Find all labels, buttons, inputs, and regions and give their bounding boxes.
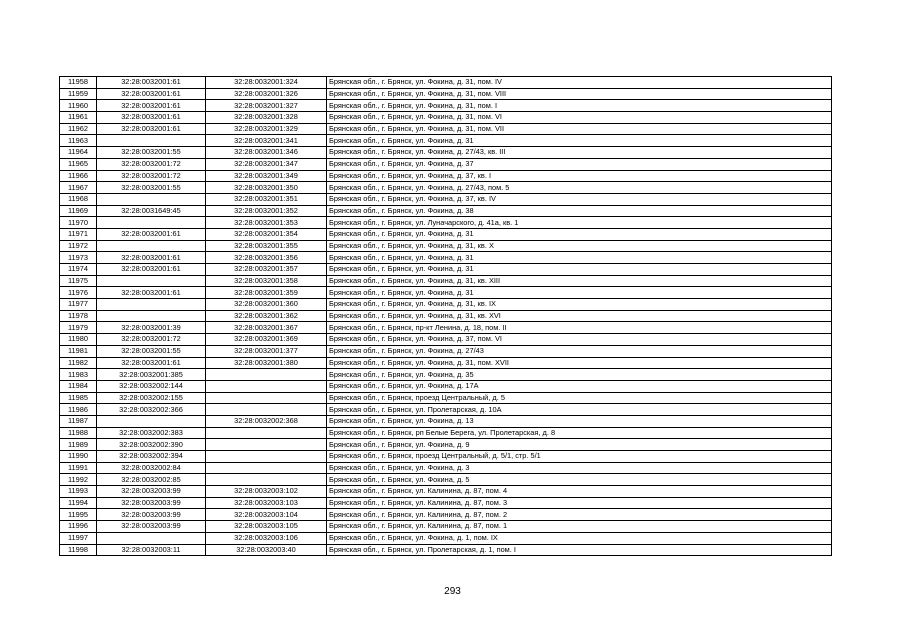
row-number-cell: 11978 <box>60 310 97 322</box>
table-row <box>60 205 832 217</box>
cadastral-number-cell <box>206 451 327 463</box>
row-number-cell: 11968 <box>60 193 97 205</box>
cadastral-number-cell: 32:28:0032001:362 <box>206 310 327 322</box>
row-number-cell: 11997 <box>60 532 97 544</box>
row-number-cell: 11993 <box>60 486 97 498</box>
parent-cadastral-number-cell: 32:28:0032002:155 <box>97 392 206 404</box>
cadastral-number-cell: 32:28:0032001:341 <box>206 135 327 147</box>
row-number-cell: 11960 <box>60 100 97 112</box>
cadastral-number-cell: 32:28:0032003:106 <box>206 532 327 544</box>
address-cell: Брянская обл., г. Брянск, ул. Фокина, д. 37, кв. I <box>327 170 832 182</box>
row-number-cell: 11996 <box>60 521 97 533</box>
address-cell: Брянская обл., г. Брянск, ул. Фокина, д. 27/43, кв. III <box>327 147 832 159</box>
table-row <box>60 486 832 498</box>
address-cell: Брянская обл., г. Брянск, ул. Пролетарская, д. 10А <box>327 404 832 416</box>
cadastral-number-cell: 32:28:0032001:351 <box>206 193 327 205</box>
table-row <box>60 287 832 299</box>
cadastral-number-cell: 32:28:0032001:353 <box>206 217 327 229</box>
table-row <box>60 404 832 416</box>
address-cell: Брянская обл., г. Брянск, ул. Фокина, д. 27/43, пом. 5 <box>327 182 832 194</box>
cadastral-number-cell: 32:28:0032001:360 <box>206 299 327 311</box>
parent-cadastral-number-cell: 32:28:0032003:99 <box>97 521 206 533</box>
row-number-cell: 11994 <box>60 497 97 509</box>
table-row <box>60 182 832 194</box>
cadastral-number-cell: 32:28:0032003:104 <box>206 509 327 521</box>
cadastral-number-cell: 32:28:0032001:380 <box>206 357 327 369</box>
table-row <box>60 380 832 392</box>
cadastral-number-cell: 32:28:0032001:328 <box>206 112 327 124</box>
address-cell: Брянская обл., г. Брянск, ул. Фокина, д. 31 <box>327 287 832 299</box>
cadastral-number-cell: 32:28:0032001:349 <box>206 170 327 182</box>
parent-cadastral-number-cell: 32:28:0032003:11 <box>97 544 206 556</box>
row-number-cell: 11964 <box>60 147 97 159</box>
parent-cadastral-number-cell: 32:28:0032002:394 <box>97 451 206 463</box>
table-row <box>60 77 832 89</box>
table-row <box>60 334 832 346</box>
address-cell: Брянская обл., г. Брянск, ул. Фокина, д. 31, пом. VII <box>327 123 832 135</box>
row-number-cell: 11975 <box>60 275 97 287</box>
table-row <box>60 521 832 533</box>
cadastral-number-cell: 32:28:0032001:326 <box>206 88 327 100</box>
address-cell: Брянская обл., г. Брянск, ул. Фокина, д. 31, пом. VIII <box>327 88 832 100</box>
page-number: 293 <box>444 586 461 597</box>
address-cell: Брянская обл., г. Брянск, ул. Фокина, д. 3 <box>327 462 832 474</box>
parent-cadastral-number-cell <box>97 240 206 252</box>
cadastral-number-cell: 32:28:0032001:327 <box>206 100 327 112</box>
table-row <box>60 310 832 322</box>
registry-table-body <box>60 77 832 556</box>
cadastral-number-cell: 32:28:0032001:354 <box>206 228 327 240</box>
address-cell: Брянская обл., г. Брянск, ул. Калинина, д. 87, пом. 4 <box>327 486 832 498</box>
address-cell: Брянская обл., г. Брянск, ул. Пролетарская, д. 1, пом. I <box>327 544 832 556</box>
address-cell: Брянская обл., г. Брянск, ул. Фокина, д. 31 <box>327 135 832 147</box>
row-number-cell: 11995 <box>60 509 97 521</box>
parent-cadastral-number-cell: 32:28:0032002:383 <box>97 427 206 439</box>
address-cell: Брянская обл., г. Брянск, ул. Фокина, д. 31, кв. XIII <box>327 275 832 287</box>
address-cell: Брянская обл., г. Брянск, ул. Фокина, д. 1, пом. IX <box>327 532 832 544</box>
cadastral-number-cell: 32:28:0032001:358 <box>206 275 327 287</box>
table-row <box>60 497 832 509</box>
table-row <box>60 88 832 100</box>
table-row <box>60 264 832 276</box>
address-cell: Брянская обл., г. Брянск, ул. Фокина, д. 31, пом. VI <box>327 112 832 124</box>
row-number-cell: 11958 <box>60 77 97 89</box>
parent-cadastral-number-cell: 32:28:0032001:61 <box>97 112 206 124</box>
parent-cadastral-number-cell: 32:28:0032002:366 <box>97 404 206 416</box>
table-row <box>60 345 832 357</box>
parent-cadastral-number-cell: 32:28:0032001:72 <box>97 170 206 182</box>
row-number-cell: 11967 <box>60 182 97 194</box>
table-row <box>60 439 832 451</box>
cadastral-number-cell <box>206 462 327 474</box>
parent-cadastral-number-cell: 32:28:0032001:61 <box>97 88 206 100</box>
parent-cadastral-number-cell <box>97 310 206 322</box>
address-cell: Брянская обл., г. Брянск, ул. Фокина, д. 31, пом. I <box>327 100 832 112</box>
cadastral-number-cell <box>206 439 327 451</box>
address-cell: Брянская обл., г. Брянск, ул. Фокина, д. 5 <box>327 474 832 486</box>
cadastral-number-cell: 32:28:0032002:368 <box>206 415 327 427</box>
parent-cadastral-number-cell: 32:28:0032003:99 <box>97 497 206 509</box>
address-cell: Брянская обл., г. Брянск, ул. Фокина, д. 35 <box>327 369 832 381</box>
parent-cadastral-number-cell: 32:28:0032001:61 <box>97 77 206 89</box>
table-row <box>60 415 832 427</box>
cadastral-number-cell: 32:28:0032001:359 <box>206 287 327 299</box>
parent-cadastral-number-cell: 32:28:0032003:99 <box>97 486 206 498</box>
parent-cadastral-number-cell: 32:28:0032001:61 <box>97 100 206 112</box>
row-number-cell: 11981 <box>60 345 97 357</box>
parent-cadastral-number-cell <box>97 299 206 311</box>
parent-cadastral-number-cell: 32:28:0032001:55 <box>97 345 206 357</box>
cadastral-number-cell: 32:28:0032001:377 <box>206 345 327 357</box>
row-number-cell: 11969 <box>60 205 97 217</box>
row-number-cell: 11970 <box>60 217 97 229</box>
parent-cadastral-number-cell <box>97 532 206 544</box>
address-cell: Брянская обл., г. Брянск, ул. Калинина, д. 87, пом. 3 <box>327 497 832 509</box>
parent-cadastral-number-cell <box>97 415 206 427</box>
address-cell: Брянская обл., г. Брянск, ул. Фокина, д. 31, кв. XVI <box>327 310 832 322</box>
table-row <box>60 112 832 124</box>
parent-cadastral-number-cell: 32:28:0032002:84 <box>97 462 206 474</box>
address-cell: Брянская обл., г. Брянск, ул. Фокина, д. 31 <box>327 264 832 276</box>
table-row <box>60 474 832 486</box>
parent-cadastral-number-cell: 32:28:0032001:61 <box>97 287 206 299</box>
row-number-cell: 11979 <box>60 322 97 334</box>
row-number-cell: 11985 <box>60 392 97 404</box>
cadastral-number-cell: 32:28:0032001:356 <box>206 252 327 264</box>
table-row <box>60 100 832 112</box>
table-row <box>60 451 832 463</box>
row-number-cell: 11990 <box>60 451 97 463</box>
cadastral-number-cell <box>206 380 327 392</box>
address-cell: Брянская обл., г. Брянск, ул. Фокина, д. 13 <box>327 415 832 427</box>
address-cell: Брянская обл., г. Брянск, ул. Калинина, д. 87, пом. 2 <box>327 509 832 521</box>
address-cell: Брянская обл., г. Брянск, ул. Фокина, д. 27/43 <box>327 345 832 357</box>
row-number-cell: 11984 <box>60 380 97 392</box>
parent-cadastral-number-cell: 32:28:0032001:61 <box>97 357 206 369</box>
row-number-cell: 11976 <box>60 287 97 299</box>
cadastral-number-cell: 32:28:0032001:352 <box>206 205 327 217</box>
row-number-cell: 11974 <box>60 264 97 276</box>
row-number-cell: 11959 <box>60 88 97 100</box>
table-row <box>60 427 832 439</box>
registry-table <box>59 76 832 556</box>
row-number-cell: 11988 <box>60 427 97 439</box>
address-cell: Брянская обл., г. Брянск, ул. Фокина, д. 31 <box>327 228 832 240</box>
address-cell: Брянская обл., г. Брянск, проезд Центральный, д. 5 <box>327 392 832 404</box>
row-number-cell: 11963 <box>60 135 97 147</box>
cadastral-number-cell: 32:28:0032001:367 <box>206 322 327 334</box>
parent-cadastral-number-cell <box>97 275 206 287</box>
row-number-cell: 11986 <box>60 404 97 416</box>
parent-cadastral-number-cell: 32:28:0032002:390 <box>97 439 206 451</box>
cadastral-number-cell: 32:28:0032001:346 <box>206 147 327 159</box>
address-cell: Брянская обл., г. Брянск, ул. Фокина, д. 17А <box>327 380 832 392</box>
address-cell: Брянская обл., г. Брянск, ул. Фокина, д. 37, кв. IV <box>327 193 832 205</box>
parent-cadastral-number-cell: 32:28:0032001:61 <box>97 264 206 276</box>
address-cell: Брянская обл., г. Брянск, ул. Фокина, д. 31, кв. IX <box>327 299 832 311</box>
cadastral-number-cell: 32:28:0032003:103 <box>206 497 327 509</box>
table-row <box>60 158 832 170</box>
parent-cadastral-number-cell: 32:28:0032003:99 <box>97 509 206 521</box>
cadastral-number-cell: 32:28:0032001:350 <box>206 182 327 194</box>
address-cell: Брянская обл., г. Брянск, ул. Фокина, д. 31, кв. X <box>327 240 832 252</box>
parent-cadastral-number-cell: 32:28:0032001:55 <box>97 182 206 194</box>
address-cell: Брянская обл., г. Брянск, ул. Фокина, д. 9 <box>327 439 832 451</box>
cadastral-number-cell: 32:28:0032001:347 <box>206 158 327 170</box>
cadastral-number-cell: 32:28:0032001:329 <box>206 123 327 135</box>
table-row <box>60 252 832 264</box>
table-row <box>60 193 832 205</box>
cadastral-number-cell: 32:28:0032001:324 <box>206 77 327 89</box>
parent-cadastral-number-cell: 32:28:0032002:85 <box>97 474 206 486</box>
cadastral-number-cell: 32:28:0032001:357 <box>206 264 327 276</box>
table-row <box>60 123 832 135</box>
table-row <box>60 462 832 474</box>
row-number-cell: 11961 <box>60 112 97 124</box>
row-number-cell: 11992 <box>60 474 97 486</box>
parent-cadastral-number-cell: 32:28:0032001:61 <box>97 228 206 240</box>
cadastral-number-cell <box>206 369 327 381</box>
table-row <box>60 392 832 404</box>
table-row <box>60 322 832 334</box>
row-number-cell: 11973 <box>60 252 97 264</box>
address-cell: Брянская обл., г. Брянск, ул. Фокина, д. 37, пом. VI <box>327 334 832 346</box>
parent-cadastral-number-cell: 32:28:0032002:144 <box>97 380 206 392</box>
row-number-cell: 11971 <box>60 228 97 240</box>
table-row <box>60 228 832 240</box>
parent-cadastral-number-cell: 32:28:0032001:72 <box>97 158 206 170</box>
row-number-cell: 11982 <box>60 357 97 369</box>
cadastral-number-cell: 32:28:0032003:40 <box>206 544 327 556</box>
address-cell: Брянская обл., г. Брянск, ул. Фокина, д. 31, пом. XVII <box>327 357 832 369</box>
row-number-cell: 11965 <box>60 158 97 170</box>
parent-cadastral-number-cell: 32:28:0031649:45 <box>97 205 206 217</box>
cadastral-number-cell: 32:28:0032003:105 <box>206 521 327 533</box>
cadastral-number-cell: 32:28:0032003:102 <box>206 486 327 498</box>
table-row <box>60 217 832 229</box>
table-row <box>60 135 832 147</box>
table-row <box>60 369 832 381</box>
table-row <box>60 170 832 182</box>
parent-cadastral-number-cell: 32:28:0032001:61 <box>97 123 206 135</box>
table-row <box>60 544 832 556</box>
row-number-cell: 11987 <box>60 415 97 427</box>
cadastral-number-cell <box>206 427 327 439</box>
parent-cadastral-number-cell <box>97 135 206 147</box>
address-cell: Брянская обл., г. Брянск, ул. Калинина, д. 87, пом. 1 <box>327 521 832 533</box>
address-cell: Брянская обл., г. Брянск, ул. Фокина, д. 38 <box>327 205 832 217</box>
row-number-cell: 11972 <box>60 240 97 252</box>
row-number-cell: 11991 <box>60 462 97 474</box>
cadastral-number-cell <box>206 392 327 404</box>
parent-cadastral-number-cell <box>97 217 206 229</box>
cadastral-number-cell: 32:28:0032001:355 <box>206 240 327 252</box>
row-number-cell: 11980 <box>60 334 97 346</box>
table-row <box>60 299 832 311</box>
address-cell: Брянская обл., г. Брянск, рп Белые Берега, ул. Пролетарская, д. 8 <box>327 427 832 439</box>
table-row <box>60 509 832 521</box>
row-number-cell: 11962 <box>60 123 97 135</box>
address-cell: Брянская обл., г. Брянск, ул. Луначарского, д. 41а, кв. 1 <box>327 217 832 229</box>
table-row <box>60 275 832 287</box>
cadastral-number-cell: 32:28:0032001:369 <box>206 334 327 346</box>
address-cell: Брянская обл., г. Брянск, проезд Центральный, д. 5/1, стр. 5/1 <box>327 451 832 463</box>
row-number-cell: 11998 <box>60 544 97 556</box>
table-row <box>60 147 832 159</box>
row-number-cell: 11966 <box>60 170 97 182</box>
row-number-cell: 11983 <box>60 369 97 381</box>
address-cell: Брянская обл., г. Брянск, ул. Фокина, д. 37 <box>327 158 832 170</box>
parent-cadastral-number-cell: 32:28:0032001:55 <box>97 147 206 159</box>
parent-cadastral-number-cell: 32:28:0032001:385 <box>97 369 206 381</box>
address-cell: Брянская обл., г. Брянск, пр-кт Ленина, д. 18, пом. II <box>327 322 832 334</box>
cadastral-number-cell <box>206 474 327 486</box>
parent-cadastral-number-cell: 32:28:0032001:39 <box>97 322 206 334</box>
cadastral-number-cell <box>206 404 327 416</box>
table-row <box>60 357 832 369</box>
table-row <box>60 532 832 544</box>
address-cell: Брянская обл., г. Брянск, ул. Фокина, д. 31, пом. IV <box>327 77 832 89</box>
row-number-cell: 11989 <box>60 439 97 451</box>
table-row <box>60 240 832 252</box>
parent-cadastral-number-cell <box>97 193 206 205</box>
parent-cadastral-number-cell: 32:28:0032001:72 <box>97 334 206 346</box>
row-number-cell: 11977 <box>60 299 97 311</box>
parent-cadastral-number-cell: 32:28:0032001:61 <box>97 252 206 264</box>
address-cell: Брянская обл., г. Брянск, ул. Фокина, д. 31 <box>327 252 832 264</box>
